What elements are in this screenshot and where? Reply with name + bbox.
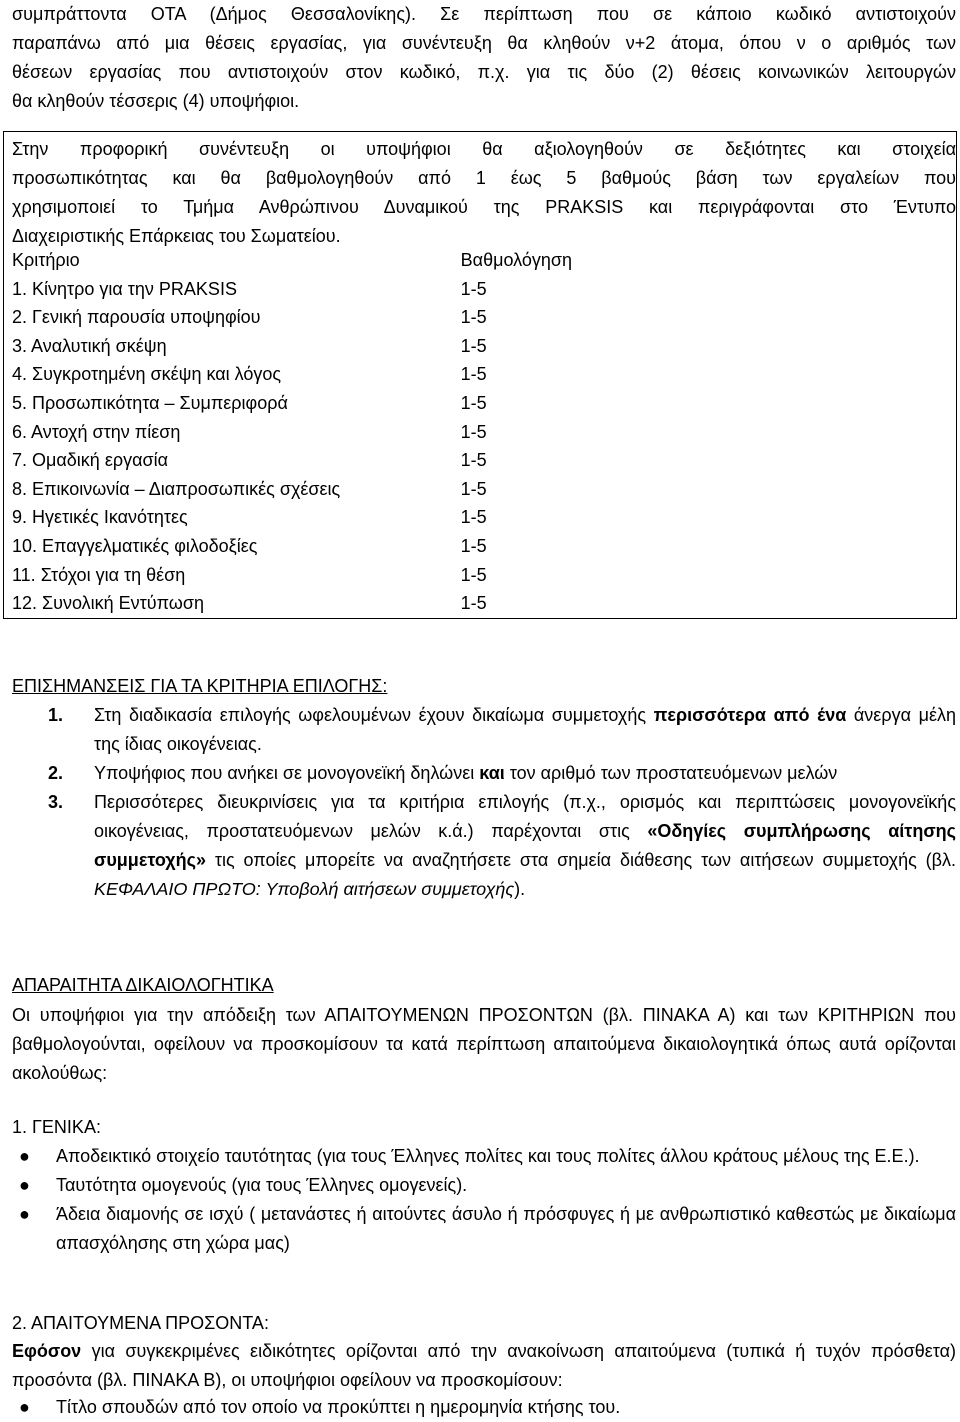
criterion-cell: 7. Ομαδική εργασία	[12, 450, 169, 471]
interview-line: Διαχειριστικής Επάρκειας του Σωματείου.	[12, 226, 341, 246]
score-cell: 1-5	[460, 421, 487, 442]
criterion-cell: 10. Επαγγελματικές φιλοδοξίες	[12, 535, 258, 556]
criteria-row	[12, 446, 572, 475]
note-number: 3.	[48, 792, 64, 812]
note-text: τις οποίες μπορείτε να αναζητήσετε στα σημεία διάθεσης των αιτήσεων συμμετοχής (βλ.	[205, 850, 956, 870]
documents-heading: ΑΠΑΡΑΙΤΗΤΑ ΔΙΚΑΙΟΛΟΓΗΤΙΚΑ	[12, 975, 274, 995]
note-text: άνεργα μέλη της ίδιας οικογένειας.	[94, 705, 957, 754]
note-emphasis: και	[479, 763, 505, 783]
interview-line: προσωπικότητας και θα βαθμολογηθούν από 1 έως 5 βαθμούς βάση των εργαλείων που	[12, 168, 956, 188]
intro-line: συμπράττοντα ΟΤΑ (Δήμος Θεσσαλονίκης). Σε περίπτωση που σε κάποιο κωδικό αντιστοιχούν	[12, 4, 956, 24]
bullet-icon: ●	[19, 1397, 30, 1417]
score-cell: 1-5	[460, 507, 487, 528]
bullet-icon: ●	[19, 1204, 30, 1224]
criterion-cell: 4. Συγκροτημένη σκέψη και λόγος	[12, 364, 282, 385]
criterion-cell: 5. Προσωπικότητα – Συμπεριφορά	[12, 392, 288, 413]
required-intro-emphasis: Εφόσον	[12, 1341, 82, 1361]
required-intro-text: για συγκεκριμένες ειδικότητες ορίζονται από την ανακοίνωση απαιτούμενα (τυπικά ή τυχόν πρόσθετα) προσόντα (βλ. ΠΙΝΑΚΑ Β), οι υποψήφιοι οφείλουν να προσκομίσουν:	[12, 1341, 956, 1390]
score-cell: 1-5	[460, 392, 487, 413]
note-text: Υποψήφιος που ανήκει σε μονογονεϊκή δηλώνει	[94, 763, 480, 783]
required-list	[12, 1393, 956, 1422]
criteria-row	[12, 275, 572, 304]
criterion-header: Κριτήριο	[12, 250, 80, 270]
bullet-text: Αποδεικτικό στοιχείο ταυτότητας (για τους Έλληνες πολίτες και τους πολίτες άλλου κράτους μέλους της Ε.Ε.).	[56, 1146, 920, 1166]
notes-heading: ΕΠΙΣΗΜΑΝΣΕΙΣ ΓΙΑ ΤΑ ΚΡΙΤΗΡΙΑ ΕΠΙΛΟΓΗΣ:	[12, 676, 388, 696]
criteria-header-row	[12, 246, 572, 275]
note-text: Περισσότερες διευκρινίσεις για τα κριτήρια επιλογής (π.χ., ορισμός και περιπτώσεις μονογονεϊκής οικογένειας, προστατευόμενων μελών κ.ά.) παρέχονται στις	[94, 792, 956, 841]
notes-list	[12, 701, 956, 904]
criterion-cell: 1. Κίνητρο για την PRAKSIS	[12, 278, 237, 299]
score-cell: 1-5	[460, 564, 487, 585]
criteria-table	[12, 246, 572, 618]
interview-line: χρησιμοποιεί το Τμήμα Ανθρώπινου Δυναμικού της PRAKSIS και περιγράφονται στο Έντυπο	[12, 197, 956, 217]
intro-line: παραπάνω από μια θέσεις εργασίας, για συνέντευξη θα κληθούν ν+2 άτομα, όπου ν ο αριθμός των	[12, 33, 956, 53]
criterion-cell: 8. Επικοινωνία – Διαπροσωπικές σχέσεις	[12, 478, 341, 499]
general-list	[12, 1142, 956, 1258]
criteria-row	[12, 360, 572, 389]
criteria-row	[12, 418, 572, 447]
bullet-item	[12, 1171, 956, 1200]
note-number: 1.	[48, 705, 64, 725]
score-cell: 1-5	[460, 450, 487, 471]
note-reference: ΚΕΦΑΛΑΙΟ ΠΡΩΤΟ: Υποβολή αιτήσεων συμμετοχής	[94, 879, 515, 899]
criteria-row	[12, 389, 572, 418]
criteria-row	[12, 332, 572, 361]
criterion-cell: 9. Ηγετικές Ικανότητες	[12, 507, 188, 528]
criterion-cell: 12. Συνολική Εντύπωση	[12, 593, 204, 614]
bullet-icon: ●	[19, 1175, 30, 1195]
note-text: Στη διαδικασία επιλογής ωφελουμένων έχουν δικαίωμα συμμετοχής	[94, 705, 654, 725]
score-cell: 1-5	[460, 335, 487, 356]
score-cell: 1-5	[460, 593, 487, 614]
bullet-text: Ταυτότητα ομογενούς (για τους Έλληνες ομογενείς).	[56, 1175, 468, 1195]
score-cell: 1-5	[460, 278, 487, 299]
interview-line: Στην προφορική συνέντευξη οι υποψήφιοι θα αξιολογηθούν σε δεξιότητες και στοιχεία	[12, 139, 956, 159]
note-item	[12, 701, 956, 759]
general-title: 1. ΓΕΝΙΚΑ:	[12, 1117, 101, 1137]
note-number: 2.	[48, 763, 64, 783]
bullet-item	[12, 1200, 956, 1258]
criteria-row	[12, 561, 572, 590]
required-title: 2. ΑΠΑΙΤΟΥΜΕΝΑ ΠΡΟΣΟΝΤΑ:	[12, 1313, 269, 1333]
note-emphasis: περισσότερα από ένα	[653, 705, 847, 725]
criterion-cell: 11. Στόχοι για τη θέση	[12, 564, 186, 585]
intro-line: θέσεων εργασίας που αντιστοιχούν στον κωδικό, π.χ. για τις δύο (2) θέσεις κοινωνικών λειτουργών	[12, 62, 956, 82]
criterion-cell: 6. Αντοχή στην πίεση	[12, 421, 181, 442]
criteria-row	[12, 503, 572, 532]
criteria-row	[12, 532, 572, 561]
note-text: ).	[514, 879, 526, 899]
criteria-row	[12, 475, 572, 504]
interview-paragraph	[12, 135, 956, 251]
bullet-item	[12, 1393, 956, 1422]
criterion-cell: 3. Αναλυτική σκέψη	[12, 335, 167, 356]
score-cell: 1-5	[460, 364, 487, 385]
note-item	[12, 788, 956, 904]
criterion-cell: 2. Γενική παρουσία υποψηφίου	[12, 307, 261, 328]
score-cell: 1-5	[460, 307, 487, 328]
note-emphasis: «Οδηγίες συμπλήρωσης αίτησης συμμετοχής»	[94, 821, 956, 870]
score-cell: 1-5	[460, 535, 487, 556]
intro-line: θα κληθούν τέσσερις (4) υποψήφιοι.	[12, 91, 300, 111]
note-item	[12, 759, 956, 788]
bullet-text: Άδεια διαμονής σε ισχύ ( μετανάστες ή αιτούντες άσυλο ή πρόσφυγες ή με ανθρωπιστικό καθεστώς με δικαίωμα απασχόλησης στη χώρα μας)	[56, 1204, 956, 1253]
documents-intro: Οι υποψήφιοι για την απόδειξη των ΑΠΑΙΤΟΥΜΕΝΩΝ ΠΡΟΣΟΝΤΩΝ (βλ. ΠΙΝΑΚΑ Α) και των ΚΡΙΤΗΡΙΩΝ που βαθμολογούνται, οφείλουν να προσκομίσουν τα κατά περίπτωση απαιτούμενα δικαιολογητικά όπως αυτά ορίζονται ακολούθως:	[12, 1005, 956, 1083]
score-cell: 1-5	[460, 478, 487, 499]
criteria-row	[12, 303, 572, 332]
intro-paragraph	[12, 0, 956, 116]
score-header: Βαθμολόγηση	[460, 250, 572, 270]
bullet-item	[12, 1142, 956, 1171]
criteria-row	[12, 589, 572, 618]
bullet-icon: ●	[19, 1146, 30, 1166]
note-text: τον αριθμό των προστατευόμενων μελών	[504, 763, 838, 783]
required-intro	[12, 1337, 956, 1395]
bullet-text: Τίτλο σπουδών από τον οποίο να προκύπτει η ημερομηνία κτήσης του.	[56, 1397, 621, 1417]
